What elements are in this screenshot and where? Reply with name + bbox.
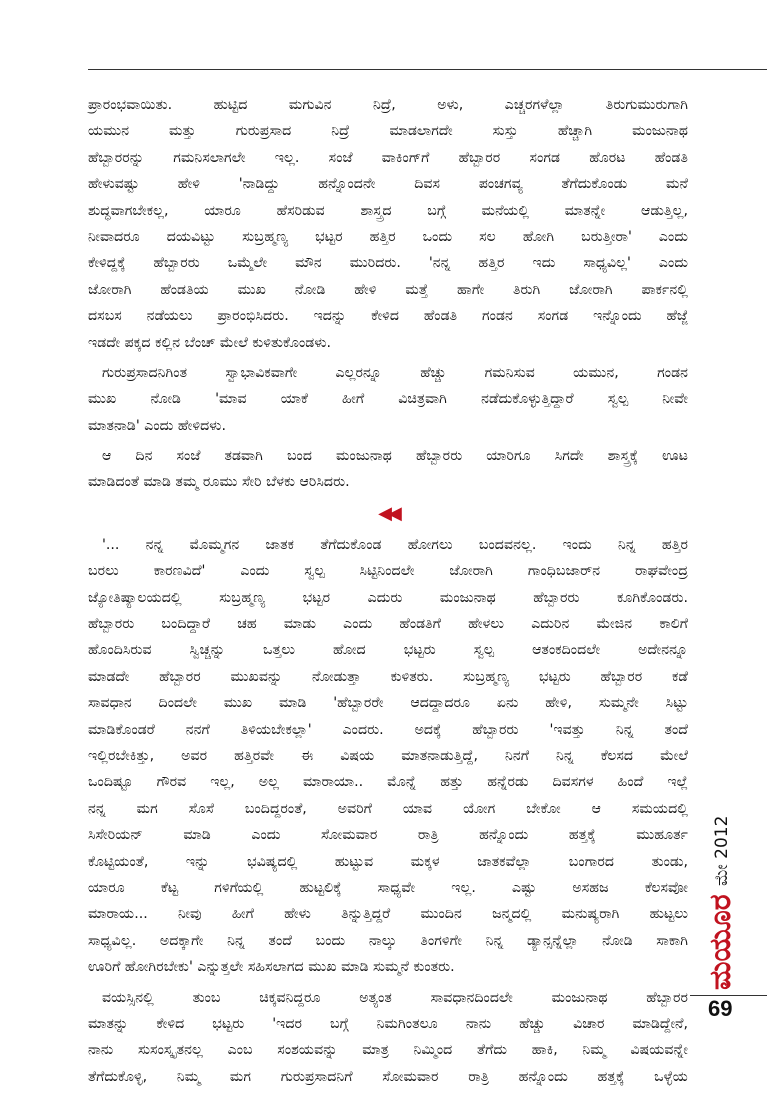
text-line: ದಸಬಸ ನಡೆಯಲು ಪ್ರಾರಂಭಿಸಿದರು. ಇದನ್ನು ಕೇಳಿದ ಹೆಂಡತಿ ಗಂಡನ ಸಂಗಡ ಇನ್ನೊಂದು ಹೆಜ್ಜೆ (88, 308, 688, 325)
text-line: ಮುಖ ನೋಡಿ 'ಮಾವ ಯಾಕೆ ಹೀಗೆ ವಿಚಿತ್ರವಾಗಿ ನಡೆದುಕೊಳ್ಳುತ್ತಿದ್ದಾರೆ ಸ್ವಲ್ಪ ನೀವೇ (88, 391, 688, 408)
text-line: ಗುರುಪ್ರಸಾದನಿಗಿಂತ ಸ್ವಾಭಾವಿಕವಾಗೇ ಎಲ್ಲರನ್ನೂ ಹೆಚ್ಚು ಗಮನಿಸುವ ಯಮುನ, ಗಂಡನ (102, 364, 688, 381)
text-line: ಊರಿಗೆ ಹೋಗಿರಬೇಕು' ಎನ್ನುತ್ತಲೇ ಸಹಿಸಲಾಗದ ಮುಖ ಮಾಡಿ ಸುಮ್ಮನೆ ಕುಂತರು. (88, 959, 455, 976)
article-body (88, 92, 688, 1090)
text-line: ಸಾಧ್ಯವಿಲ್ಲ. ಅದಕ್ಕಾಗೇ ನಿನ್ನ ತಂದೆ ಬಂದು ನಾಲ್ಕು ತಿಂಗಳಿಗೇ ನಿನ್ನ ಡ್ಯಾನ್ಸನ್ನೆಲ್ಲಾ ನೋಡಿ ಸಾಕಾಗಿ (88, 932, 688, 949)
text-line: ನಾನು ಸುಸಂಸ್ಕೃತನಲ್ಲ ಎಂಬ ಸಂಶಯವನ್ನು ಮಾತ್ರ ನಿಮ್ಮಿಂದ ತೆಗೆದು ಹಾಕಿ, ನಿಮ್ಮ ವಿಷಯವನ್ನೇ (88, 1042, 688, 1059)
text-line: ನೀವಾದರೂ ದಯವಿಟ್ಟು ಸುಬ್ರಹ್ಮಣ್ಯ ಭಟ್ಟರ ಹತ್ತಿರ ಒಂದು ಸಲ ಹೋಗಿ ಬರುತ್ತೀರಾ' ಎಂದು (88, 228, 688, 245)
text-line: ಜ್ಯೋತಿಷ್ಯಾಲಯದಲ್ಲಿ ಸುಬ್ರಹ್ಮಣ್ಯ ಭಟ್ಟರ ಎದುರು ಮಂಜುನಾಥ ಹೆಬ್ಬಾರರು ಕೂಗಿಕೊಂಡರು. (88, 589, 688, 606)
magazine-name: ಮಯೂರ (703, 894, 738, 990)
text-line: ಯಮುನ ಮತ್ತು ಗುರುಪ್ರಸಾದ ನಿದ್ರೆ ಮಾಡಲಾಗದೇ ಸುಸ್ತು ಹೆಚ್ಚಾಗಿ ಮಂಜುನಾಥ (88, 123, 688, 140)
paragraph-2 (88, 360, 688, 439)
paragraph-4 (88, 532, 688, 981)
text-line: ಮಾಡಿಕೊಂಡರೆ ನನಗೆ ತಿಳಿಯಬೇಕಲ್ಲಾ' ಎಂದರು. ಅದಕ್ಕೆ ಹೆಬ್ಬಾರರು 'ಇವತ್ತು ನಿನ್ನ ತಂದೆ (88, 721, 688, 738)
text-line: ಬರಲು ಕಾರಣವಿದೆ' ಎಂದು ಸ್ವಲ್ಪ ಸಿಟ್ಟಿನಿಂದಲೇ ಜೋರಾಗಿ ಗಾಂಧಿಬಜಾರ್‌ನ ರಾಘವೇಂದ್ರ (88, 563, 688, 580)
paragraph-5 (88, 985, 688, 1091)
paragraph-1 (88, 92, 688, 356)
text-line: ಹೊಂದಿಸಿರುವ ಸ್ವಿಚ್ಚನ್ನು ಒತ್ತಲು ಹೋದ ಭಟ್ಟರು ಸ್ವಲ್ಪ ಆತಂಕದಿಂದಲೇ ಅದೇನನ್ನೂ (88, 642, 688, 659)
text-line: ವಯಸ್ಸಿನಲ್ಲಿ ತುಂಬ ಚಿಕ್ಕವನಿದ್ದರೂ ಅತ್ಯಂತ ಸಾವಧಾನದಿಂದಲೇ ಮಂಜುನಾಥ ಹೆಬ್ಬಾರರ (102, 989, 688, 1006)
magazine-masthead-vertical (703, 802, 748, 990)
text-line: ಆ ದಿನ ಸಂಜೆ ತಡವಾಗಿ ಬಂದ ಮಂಜುನಾಥ ಹೆಬ್ಬಾರರು ಯಾರಿಗೂ ಸಿಗದೇ ಶಾಸ್ತ್ರಕ್ಕೆ ಊಟ (102, 448, 688, 465)
section-separator-icon: ◀◀ (378, 502, 398, 524)
text-line: ಮಾಡಿದಂತೆ ಮಾಡಿ ತಮ್ಮ ರೂಮು ಸೇರಿ ಬೆಳಕು ಆರಿಸಿದರು. (88, 474, 350, 491)
top-rule (88, 69, 767, 70)
text-line: ಸಾವಧಾನ ದಿಂದಲೇ ಮುಖ ಮಾಡಿ 'ಹೆಬ್ಬಾರರೇ ಆದದ್ದಾದರೂ ಏನು ಹೇಳಿ, ಸುಮ್ಮನೇ ಸಿಟ್ಟು (88, 695, 688, 712)
text-line: ಮಾತನ್ನು ಕೇಳಿದ ಭಟ್ಟರು 'ಇದರ ಬಗ್ಗೆ ನಿಮಗಿಂತಲೂ ನಾನು ಹೆಚ್ಚು ವಿಚಾರ ಮಾಡಿದ್ದೇನೆ, (88, 1015, 688, 1032)
text-line: ಮಾರಾಯ... ನೀವು ಹೀಗೆ ಹೇಳು ತಿನ್ನುತ್ತಿದ್ದರೆ ಮುಂದಿನ ಜನ್ಮದಲ್ಲಿ ಮನುಷ್ಯರಾಗಿ ಹುಟ್ಟಲು (88, 906, 688, 923)
text-line: ಜೋರಾಗಿ ಹೆಂಡತಿಯ ಮುಖ ನೋಡಿ ಹೇಳಿ ಮತ್ತೆ ಹಾಗೇ ತಿರುಗಿ ಜೋರಾಗಿ ಪಾರ್ಕನಲ್ಲಿ (88, 281, 688, 298)
text-line: ಪ್ರಾರಂಭವಾಯಿತು. ಹುಟ್ಟಿದ ಮಗುವಿನ ನಿದ್ರೆ, ಅಳು, ಎಚ್ಚರಗಳೆಲ್ಲಾ ತಿರುಗುಮುರುಗಾಗಿ (88, 97, 688, 113)
text-line: ಕೊಟ್ಟಿಯಂತೆ, ಇನ್ನು ಭವಿಷ್ಯದಲ್ಲಿ ಹುಟ್ಟುವ ಮಕ್ಕಳ ಜಾತಕವೆಲ್ಲಾ ಬಂಗಾರದ ತುಂಡು, (88, 853, 688, 870)
paragraph-3 (88, 443, 688, 496)
text-line: ಹೆಬ್ಬಾರರನ್ನು ಗಮನಿಸಲಾಗಲೇ ಇಲ್ಲ. ಸಂಜೆ ವಾಕಿಂಗ್‌ಗೆ ಹೆಬ್ಬಾರರ ಸಂಗಡ ಹೊರಟ ಹೆಂಡತಿ (88, 149, 688, 166)
text-line: ಶುದ್ಧವಾಗಬೇಕಲ್ಲ, ಯಾರೂ ಹೆಸರಿಡುವ ಶಾಸ್ತ್ರದ ಬಗ್ಗೆ ಮನೆಯಲ್ಲಿ ಮಾತನ್ನೇ ಆಡುತ್ತಿಲ್ಲ, (88, 202, 688, 219)
text-line: ನನ್ನ ಮಗ ಸೊಸೆ ಬಂದಿದ್ದರಂತೆ, ಅವರಿಗೆ ಯಾವ ಯೋಗ ಬೇಕೋ ಆ ಸಮಯದಲ್ಲಿ (88, 800, 688, 817)
text-line: ಸಿಸೇರಿಯನ್ ಮಾಡಿ ಎಂದು ಸೋಮವಾರ ರಾತ್ರಿ ಹನ್ನೊಂದು ಹತ್ತಕ್ಕೆ ಮುಹೂರ್ತ (88, 827, 688, 844)
text-line: ಒಂದಿಷ್ಟೂ ಗೌರವ ಇಲ್ಲ, ಅಲ್ಲ ಮಾರಾಯಾ.. ಮೊನ್ನೆ ಹತ್ತು ಹನ್ನೆರಡು ದಿವಸಗಳ ಹಿಂದೆ ಇಲ್ಲೆ (88, 774, 688, 791)
text-line: ಹೇಳುವಷ್ಟು ಹೇಳಿ 'ನಾಡಿದ್ದು ಹನ್ನೊಂದನೇ ದಿವಸ ಪಂಚಗವ್ಯ ತೆಗೆದುಕೊಂಡು ಮನೆ (88, 176, 688, 193)
text-line: ತೆಗೆದುಕೊಳ್ಳಿ, ನಿಮ್ಮ ಮಗ ಗುರುಪ್ರಸಾದನಿಗೆ ಸೋಮವಾರ ರಾತ್ರಿ ಹನ್ನೊಂದು ಹತ್ತಕ್ಕೆ ಒಳ್ಳೆಯ (88, 1068, 688, 1085)
text-line: ಮಾತನಾಡಿ' ಎಂದು ಹೇಳಿದಳು. (88, 417, 226, 434)
page-number: 69 (708, 996, 733, 1021)
issue-date: ಮೇ 2012 (712, 815, 732, 886)
text-line: ಹೆಬ್ಬಾರರು ಬಂದಿದ್ದಾರೆ ಚಹ ಮಾಡು ಎಂದು ಹೆಂಡತಿಗೆ ಹೇಳಲು ಎದುರಿನ ಮೇಜಿನ ಕಾಲಿಗೆ (88, 616, 688, 633)
text-line: ಕೇಳಿದ್ದಕ್ಕೆ ಹೆಬ್ಬಾರರು ಒಮ್ಮೆಲೇ ಮೌನ ಮುರಿದರು. 'ನನ್ನ ಹತ್ತಿರ ಇದು ಸಾಧ್ಯವಿಲ್ಲ' ಎಂದು (88, 255, 688, 272)
text-line: '... ನನ್ನ ಮೊಮ್ಮಗನ ಜಾತಕ ತೆಗೆದುಕೊಂಡ ಹೋಗಲು ಬಂದವನಲ್ಲ. ಇಂದು ನಿನ್ನ ಹತ್ತಿರ (102, 536, 688, 553)
text-line: ಯಾರೂ ಕೆಟ್ಟ ಗಳಿಗೆಯಲ್ಲಿ ಹುಟ್ಟಲಿಕ್ಕೆ ಸಾಧ್ಯವೇ ಇಲ್ಲ. ಎಷ್ಟು ಅಸಹಜ ಕೆಲಸವೋ (88, 879, 688, 896)
text-line: ಇಲ್ಲಿರಬೇಕಿತ್ತು, ಅವರ ಹತ್ತಿರವೇ ಈ ವಿಷಯ ಮಾತನಾಡುತ್ತಿದ್ದೆ, ನಿನಗೆ ನಿನ್ನ ಕೆಲಸದ ಮೇಲೆ (88, 747, 688, 764)
text-line: ಮಾಡದೇ ಹೆಬ್ಬಾರರ ಮುಖವನ್ನು ನೋಡುತ್ತಾ ಕುಳಿತರು. ಸುಬ್ರಹ್ಮಣ್ಯ ಭಟ್ಟರು ಹೆಬ್ಬಾರರ ಕಡೆ (88, 668, 688, 685)
text-line: ಇಡದೇ ಪಕ್ಕದ ಕಲ್ಲಿನ ಬೆಂಚ್ ಮೇಲೆ ಕುಳಿತುಕೊಂಡಳು. (88, 334, 332, 351)
